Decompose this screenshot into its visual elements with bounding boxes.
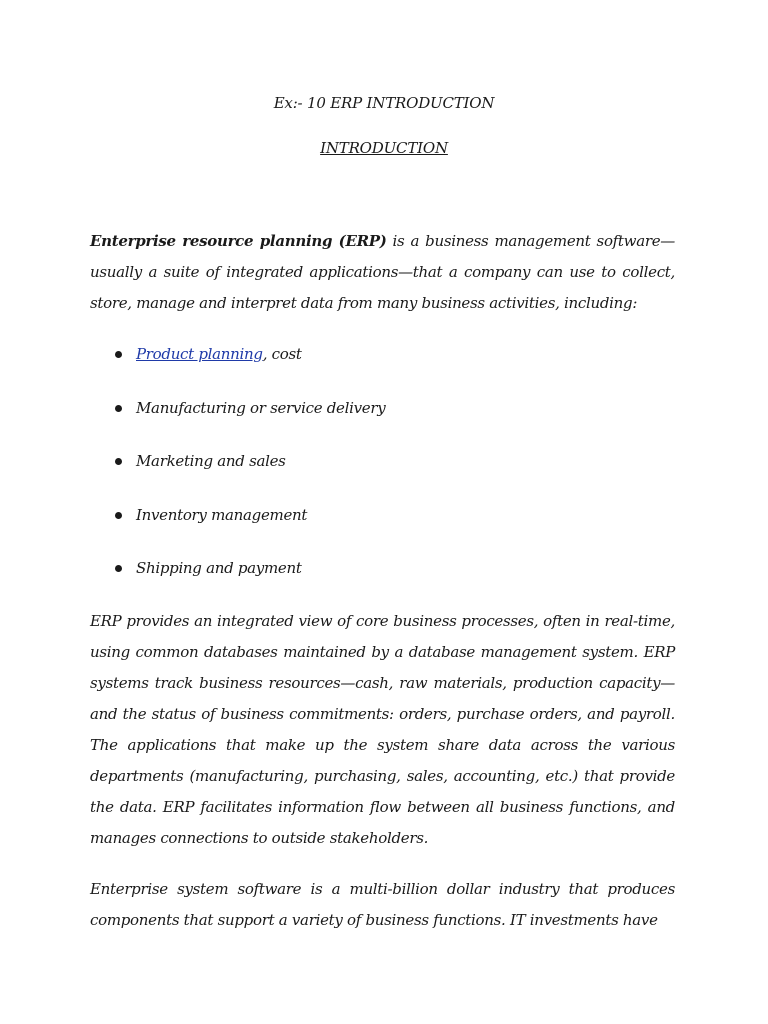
list-item-text: , cost <box>262 345 302 363</box>
list-item-text: Marketing and sales <box>136 452 286 470</box>
bullet-icon <box>115 405 122 412</box>
list-item <box>110 339 385 393</box>
bullet-icon <box>115 458 122 465</box>
list-item-text: Shipping and payment <box>136 559 302 577</box>
erp-abbr: ERP <box>345 232 380 250</box>
bullet-icon <box>115 351 122 358</box>
erp-abbr-open: ( <box>332 232 346 250</box>
list-item-text: Manufacturing or service delivery <box>136 398 386 417</box>
erp-overview-paragraph: ERP provides an integrated view of core business processes, often in real-time, using common databases maintained by a database management system. ERP systems track business resources—cash, raw materials, production capacity—and the status of business commitments: orders, purchase orders, and payroll. The applications that make up the system share data across the various departments (manufacturing, purchasing, sales, accounting, etc.) that provide the data. ERP facilitates information flow between all business functions, and manages connections to outside stakeholders. <box>90 612 675 847</box>
exercise-title: Ex:- 10 ERP INTRODUCTION <box>273 94 495 112</box>
section-title: INTRODUCTION <box>320 139 448 157</box>
erp-abbr-close: ) <box>379 232 387 250</box>
enterprise-software-paragraph: Enterprise system software is a multi-billion dollar industry that produces components that support a variety of business functions. IT investments have <box>90 880 675 929</box>
intro-text: is a business management software—usually a suite of integrated applications—that a company can use to collect, store, manage and interpret data from many business activities, including: <box>90 232 675 312</box>
list-item <box>110 553 385 607</box>
bullet-icon <box>115 565 122 572</box>
list-item-text: Inventory management <box>136 505 308 524</box>
intro-paragraph <box>90 226 675 319</box>
erp-term: Enterprise resource planning <box>90 232 333 250</box>
list-item <box>110 500 385 554</box>
bullet-icon <box>115 512 122 519</box>
list-item <box>110 393 385 447</box>
activities-list <box>110 339 385 607</box>
product-planning-link[interactable]: Product planning <box>136 345 263 363</box>
list-item <box>110 446 385 500</box>
